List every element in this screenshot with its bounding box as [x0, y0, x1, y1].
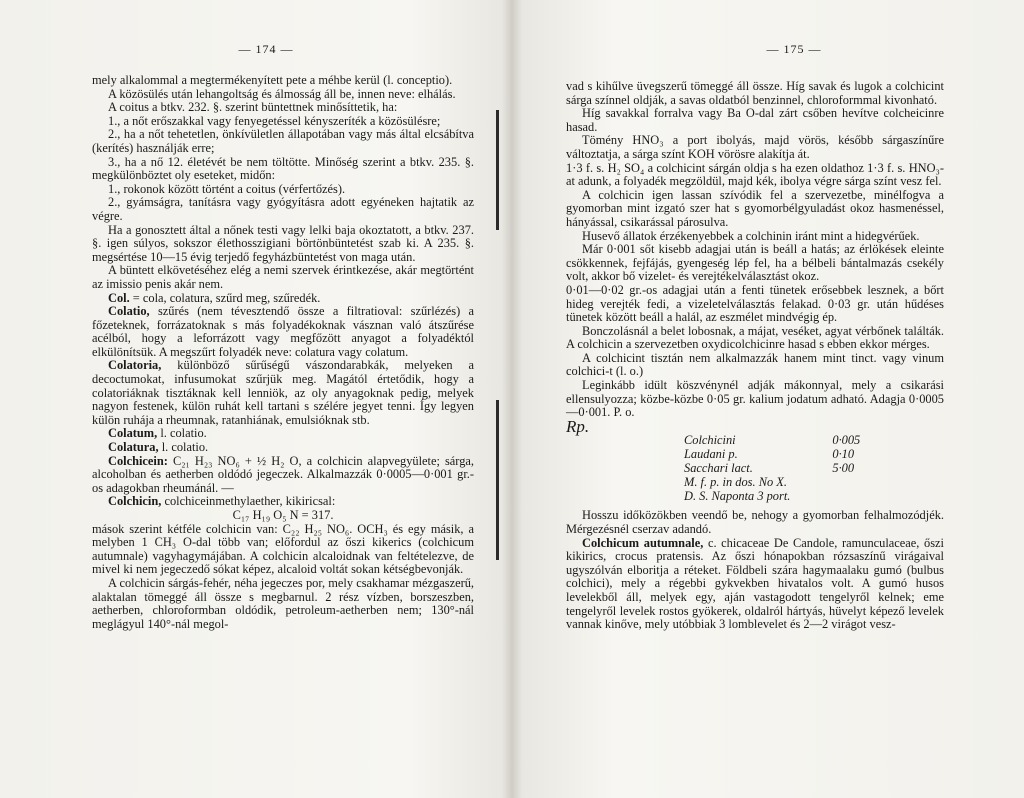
entry-body: különböző sűrűségű vászondarabkák, melyeken a decoctumokat, infusumokat szűrjük meg. Magától értetődik, hogy a colatoriáknak tisztáknak kell lenniök, az oly anyagoknak pedig, melyek nagyon festenek, külön ruhát kell tartani s szélére jegyet tenni. Így legyen külön ruhája a rheumnak, ratanhiának, emulsióknak stb. — [92, 358, 474, 427]
recipe-row — [684, 489, 868, 503]
paragraph: A büntett elkövetéséhez elég a nemi szervek érintkezése, akár megtörtént az imissio penis akár nem. — [92, 263, 474, 291]
paragraph: A colchicin sárgás-fehér, néha jegeczes por, mely csakhamar mézgaszerű, alaktalan tömeggé áll össze s megbarnul. 2 rész vízben, borszeszben, aetherben, chloroformban oldódik, petroleum-aetherben nem; 130°-nál meglágyul 140°-nál megol- — [92, 575, 474, 631]
recipe-ingredient: Laudani p. — [684, 447, 738, 462]
paragraph: Leginkább idült köszvénynél adják mákonnyal, mely a csikarási ellensulyozza; közbe-közbe 0·05 gr. kalium jodatum adható. Adagja 0·0005—0·001. P. o. — [566, 378, 944, 420]
recipe-amount: 0·005 — [832, 433, 861, 448]
dictionary-entry — [92, 441, 474, 455]
recipe-amount — [798, 475, 868, 489]
paragraph: Már 0·001 sőt kisebb adagjai után is beáll a hatás; az érlökések eleinte csökkennek, fejfájás, gyengeség lép fel, ha a bélbeli bántalmazás csekély volt, akkor bő vizelet- és verejtékelválasztást okoz. — [566, 242, 944, 284]
entry-headword: Colatura, — [108, 440, 159, 455]
recipe-ingredient: D. S. Naponta 3 port. — [684, 489, 791, 504]
paragraph: vad s kihűlve üvegszerű tömeggé áll össze. Híg savak és lugok a colchicint sárga színnel oldják, a savas oldatból benzinnel, chloroformmal kivonható. — [566, 79, 944, 107]
paragraph: A colchicin igen lassan szívódik fel a szervezetbe, minélfogva a gyomorban mint izgató szer hat s gyomorbélgyuladást okoz hasmenéssel, hányással, csikarással párosulva. — [566, 187, 944, 229]
entry-body: = cola, colatura, szűrd meg, szűredék. — [129, 290, 321, 305]
dictionary-entry — [92, 495, 474, 509]
entry-body: l. colatio. — [157, 426, 207, 441]
entry-headword: Col. — [108, 290, 130, 305]
dictionary-entry — [566, 537, 944, 632]
paragraph: mely alkalommal a megtermékenyített pete a méhbe kerül (l. conceptio). — [92, 73, 453, 87]
entry-headword: Colchicum autumnale, — [582, 535, 704, 550]
paragraph: 2., ha a nőt tehetetlen, önkívületlen állapotában vagy más által elcsábítva (kerítés) használják erre; — [92, 127, 474, 155]
recipe-row — [684, 475, 868, 489]
dictionary-entry — [92, 305, 474, 359]
paragraph: A colchicint tisztán nem alkalmazzák hanem mint tinct. vagy vinum colchici-t (l. o.) — [566, 350, 944, 379]
left-page-number: — 174 — — [238, 42, 294, 56]
entry-body: c. chicaceae De Candole, ramunculaceae, őszi kikirics, crocus pratensis. Az őszi hónapokban rózsaszínű virágaival ugyszólván elboritja a réteket. Földbeli szára hagymaalaku gumó (bulbus colchici), mely a régebbi gykvekben hivatalos volt. A gumó husos levelekből áll, melyek egy, aján vastagodott tengelyről kelnek; eme tengelyről levelek rostos gyökerek, oldalról hártyás, hüvelyt képező levelek vannak kinőve, mely utóbbiak 3 lomblevelet és 2—2 virágot vesz- — [566, 535, 944, 632]
left-page-text — [92, 74, 474, 631]
chemical-formula: C₁₇ H₁₉ O₅ N = 317. — [232, 508, 334, 522]
dictionary-entry — [92, 292, 474, 306]
recipe-amount: 5·00 — [832, 461, 855, 476]
entry-headword: Colchicin, — [108, 494, 162, 509]
recipe-heading: Rp. — [566, 416, 590, 436]
dictionary-entry — [92, 359, 474, 427]
recipe-row — [684, 461, 868, 475]
paragraph: 1·3 f. s. H₂ SO₄ a colchicint sárgán oldja s ha ezen oldathoz 1·3 f. s. HNO₃-at adunk, a folyadék megzöldül, majd kék, ibolya végre sárga színt vesz fel. — [566, 160, 944, 189]
paragraph: A coitus a btkv. 232. §. szerint büntettnek minősíttetik, ha: — [108, 100, 398, 115]
right-page-number: — 175 — — [766, 42, 822, 56]
entry-body: szűrés (nem tévesztendő össze a filtratioval: szűrlézés) a főzeteknek, forrázatoknak s más folyadékoknak vásznan való átszűrése acélból, hogy a leforrázott vagy megfőzött anyagot a folyadéktól elkülönítsük. A megszűrt folyadék neve: colatura vagy colatum. — [92, 304, 474, 359]
entry-headword: Colatum, — [108, 426, 158, 441]
entry-body: l. colatio. — [158, 440, 209, 455]
entry-body: colchiceinmethylaether, kikiricsal: — [161, 494, 336, 509]
recipe-row — [684, 447, 868, 461]
paragraph: Ha a gonosztett által a nőnek testi vagy lelki baja okoztatott, a btkv. 237. §. igen súlyos, sokszor élethosszigiani börtönbüntetést szab ki. A 235. §. megsértése 10—15 évig terjedő fegyházbüntetést von maga után. — [92, 222, 474, 264]
entry-body: C₂₁ H₂₃ NO₆ + ½ H₂ O, a colchicin alapvegyülete; sárga, alcoholban és aetherben oldódó jegeczek. Alkalmazzák 0·0005—0·001 gr.-os adagokban rheumánál. — — [92, 453, 474, 495]
paragraph: Bonczolásnál a belet lobosnak, a májat, veséket, agyat vérbőnek találták. A colchicin a szervezetben oxydicolchicinre hasad s ebben ekkor mérges. — [566, 323, 944, 352]
recipe-ingredient: M. f. p. in dos. No X. — [684, 475, 787, 490]
paragraph: mások szerint kétféle colchicin van: C₂₂ H₂₅ NO₆. OCH₃ és egy másik, a melyben 1 CH₃ O-dal több van; előfordul az őszi kikerics (colchicum autumnale) vagyhagymájában. A colchicin alcaloidnak van feltételezve, de mivel ki nem jegeczedő sókat képez, alcaloid voltát sokan kétségbevonják. — [92, 521, 474, 577]
paragraph: Hosszu időközökben veendő be, nehogy a gyomorban felhalmozódjék. Mérgezésnél cserzav adandó. — [566, 508, 944, 537]
dictionary-entry — [92, 427, 474, 441]
paragraph: Tömény HNO₃ a port ibolyás, majd vörös, később sárgaszínűre változtatja, a sárga színt KOH vörösre alakítja át. — [566, 133, 944, 161]
paragraph: 1., rokonok között történt a coitus (vérfertőzés). — [108, 181, 346, 196]
right-page-text — [566, 80, 944, 632]
paragraph: 3., ha a nő 12. életévét be nem töltötte. Minőség szerint a btkv. 235. §. megkülönböztet oly eseteket, midőn: — [92, 154, 474, 183]
recipe-ingredient: Sacchari lact. — [684, 461, 753, 476]
entry-headword: Colchicein: — [108, 453, 168, 468]
recipe-amount: 0·10 — [832, 447, 855, 462]
paragraph: 1., a nőt erőszakkal vagy fenyegetéssel kényszeríték a közösülésre; — [108, 113, 441, 128]
paragraph: 0·01—0·02 gr.-os adagjai után a fenti tünetek erősebbek lesznek, a bőrt hideg verejték fedi, a vizeletelválasztás felakad. 0·03 gr. után hűdéses tünetek között beáll a halál, az eszmélet mindvégig ép. — [566, 282, 944, 325]
recipe-ingredient: Colchicini — [684, 433, 736, 448]
entry-headword: Colatio, — [108, 304, 150, 319]
paragraph: A közösülés után lehangoltság és álmosság áll be, innen neve: elhálás. — [108, 86, 456, 101]
paragraph: Híg savakkal forralva vagy Ba O-dal zárt csőben hevítve colcheicinre hasad. — [566, 106, 944, 134]
dictionary-entry — [92, 455, 474, 496]
recipe-table — [684, 433, 868, 503]
paragraph: Husevő állatok érzékenyebbek a colchinin iránt mint a hidegvérűek. — [582, 228, 920, 243]
recipe-amount — [798, 489, 868, 503]
entry-headword: Colatoria, — [108, 358, 162, 373]
recipe-row — [684, 433, 868, 447]
paragraph: 2., gyámságra, tanításra vagy gyógyításra adott egyéneken hajtatik az végre. — [92, 195, 474, 223]
